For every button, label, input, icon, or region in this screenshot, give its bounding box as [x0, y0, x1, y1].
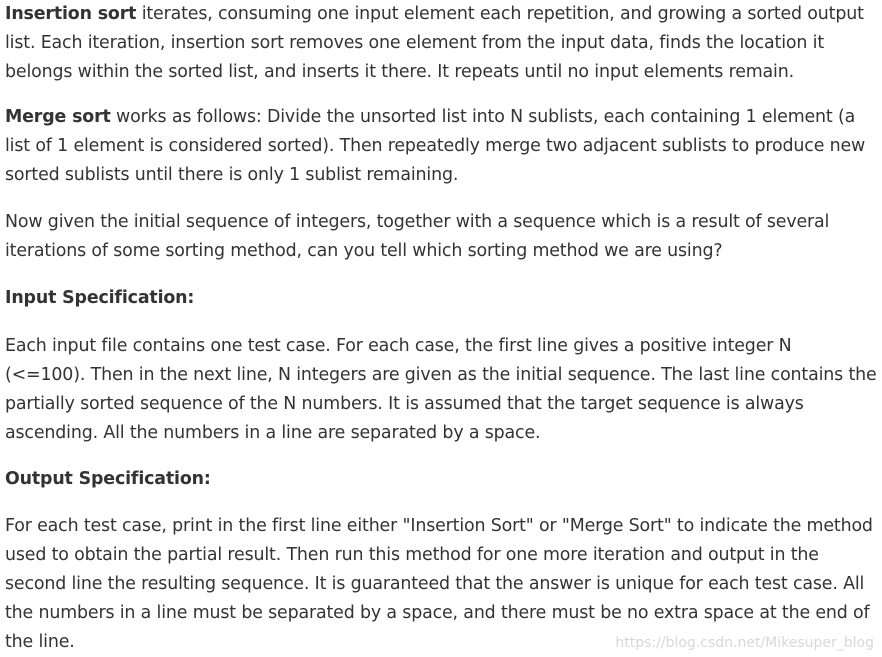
input-specification-heading: Input Specification:	[5, 288, 195, 308]
merge-sort-text: works as follows: Divide the unsorted list into N sublists, each containing 1 element (a list of 1 element is considered sorted). Then repeatedly merge two adjacent sublists to produce new sorted sublists until there is only 1 sublist remaining.	[5, 107, 866, 185]
insertion-sort-paragraph	[5, 0, 877, 87]
question-paragraph: Now given the initial sequence of integers, together with a sequence which is a result of several iterations of some sorting method, can you tell which sorting method we are using?	[5, 212, 830, 261]
input-specification-text: Each input file contains one test case. For each case, the first line gives a positive integer N (<=100). Then in the next line, N integers are given as the initial sequence. The last line contains the partially sorted sequence of the N numbers. It is assumed that the target sequence is always ascending. All the numbers in a line are separated by a space.	[5, 336, 877, 443]
output-specification-text: For each test case, print in the first line either "Insertion Sort" or "Merge Sort" to indicate the method used to obtain the partial result. Then run this method for one more iteration and output in the second line the resulting sequence. It is guaranteed that the answer is unique for each test case. All the numbers in a line must be separated by a space, and there must be no extra space at the end of the line.	[5, 516, 873, 652]
insertion-sort-text: iterates, consuming one input element each repetition, and growing a sorted output list. Each iteration, insertion sort removes one element from the input data, finds the location it belongs within the sorted list, and inserts it there. It repeats until no input elements remain.	[5, 4, 864, 82]
insertion-sort-term: Insertion sort	[5, 4, 137, 24]
output-specification-heading: Output Specification:	[5, 469, 211, 489]
blog-watermark: https://blog.csdn.net/Mikesuper_blog	[615, 635, 874, 651]
merge-sort-term: Merge sort	[5, 107, 111, 127]
merge-sort-paragraph	[5, 103, 877, 190]
